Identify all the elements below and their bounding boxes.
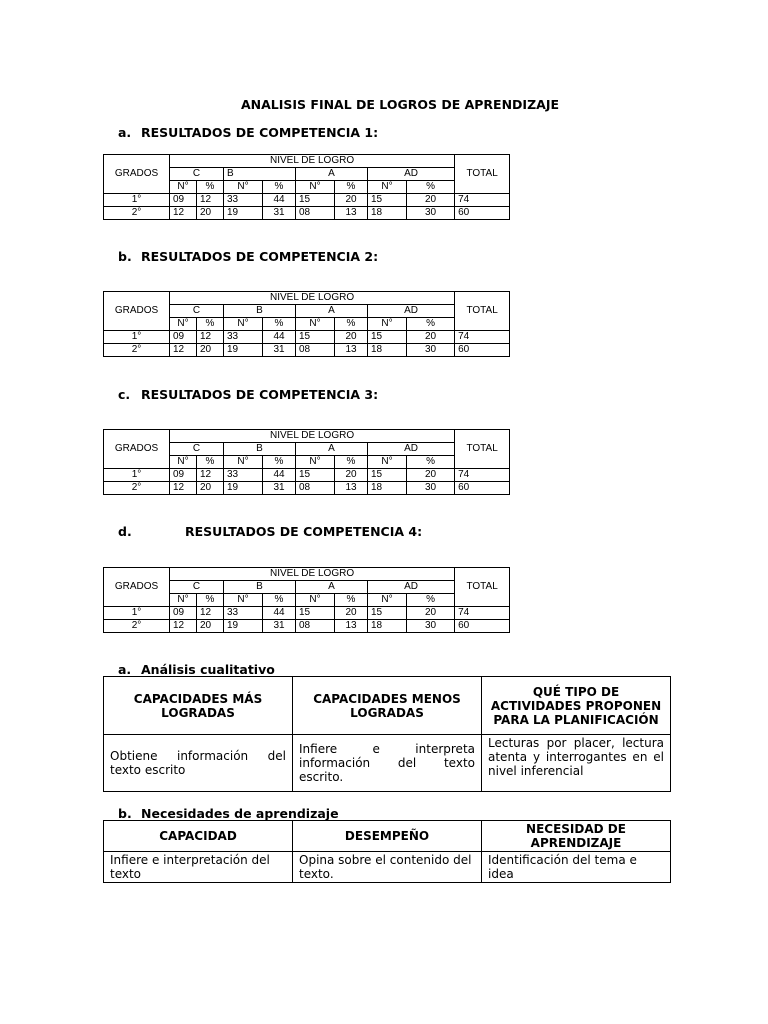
subheader: N°	[368, 456, 407, 469]
subheader: %	[335, 181, 368, 194]
subheader: %	[263, 456, 296, 469]
section-heading-3	[118, 387, 378, 402]
data-cell: 20	[335, 607, 368, 620]
data-cell: 08	[296, 620, 335, 633]
subheader: %	[197, 318, 224, 331]
section-title: Análisis cualitativo	[141, 662, 275, 677]
table-row	[104, 482, 510, 495]
subheader: N°	[224, 594, 263, 607]
data-cell: 30	[407, 620, 455, 633]
results-table-1	[103, 154, 510, 220]
total-header: TOTAL	[455, 292, 510, 331]
subheader: %	[263, 318, 296, 331]
total-cell: 74	[455, 469, 510, 482]
data-cell: 20	[335, 331, 368, 344]
body-cell: Infiere e interpretación del texto	[104, 852, 293, 883]
grade-cell: 1°	[104, 607, 170, 620]
grade-cell: 2°	[104, 344, 170, 357]
data-cell: 20	[407, 607, 455, 620]
data-cell: 15	[296, 194, 335, 207]
data-cell: 12	[170, 344, 197, 357]
data-cell: 30	[407, 344, 455, 357]
data-cell: 20	[407, 469, 455, 482]
section-letter: d.	[118, 524, 132, 539]
grados-header: GRADOS	[104, 568, 170, 607]
table-row	[104, 331, 510, 344]
data-cell: 19	[224, 482, 263, 495]
level-a: A	[296, 168, 368, 181]
grade-cell: 1°	[104, 469, 170, 482]
data-cell: 18	[368, 344, 407, 357]
table-row	[104, 620, 510, 633]
body-cell: Identificación del tema e idea	[482, 852, 671, 883]
section-title: RESULTADOS DE COMPETENCIA 2:	[141, 249, 379, 264]
data-cell: 08	[296, 207, 335, 220]
data-cell: 13	[335, 207, 368, 220]
nivel-header: NIVEL DE LOGRO	[170, 155, 455, 168]
subheader: %	[263, 181, 296, 194]
subheader: %	[407, 456, 455, 469]
subheader: N°	[296, 318, 335, 331]
level-b: B	[224, 581, 296, 594]
subheader: %	[197, 181, 224, 194]
subheader: %	[197, 594, 224, 607]
subheader: %	[407, 181, 455, 194]
data-cell: 20	[335, 469, 368, 482]
section-letter: c.	[118, 387, 131, 402]
data-cell: 13	[335, 620, 368, 633]
level-b: B	[224, 168, 296, 181]
data-cell: 13	[335, 482, 368, 495]
subheader: %	[335, 594, 368, 607]
table-row	[104, 194, 510, 207]
section-letter: a.	[118, 125, 132, 140]
data-cell: 12	[197, 331, 224, 344]
data-cell: 15	[296, 331, 335, 344]
subheader: N°	[224, 456, 263, 469]
data-cell: 20	[407, 331, 455, 344]
subheader: %	[407, 318, 455, 331]
total-header: TOTAL	[455, 568, 510, 607]
section-title: RESULTADOS DE COMPETENCIA 4:	[185, 524, 423, 539]
data-cell: 15	[296, 469, 335, 482]
data-cell: 18	[368, 482, 407, 495]
header-cell: CAPACIDAD	[104, 821, 293, 852]
data-cell: 20	[197, 344, 224, 357]
body-cell: Opina sobre el contenido del texto.	[293, 852, 482, 883]
data-cell: 09	[170, 469, 197, 482]
grade-cell: 1°	[104, 331, 170, 344]
grade-cell: 2°	[104, 620, 170, 633]
data-cell: 08	[296, 482, 335, 495]
level-ad: AD	[368, 305, 455, 318]
total-header: TOTAL	[455, 430, 510, 469]
level-a: A	[296, 305, 368, 318]
data-cell: 30	[407, 482, 455, 495]
data-cell: 18	[368, 207, 407, 220]
data-cell: 13	[335, 344, 368, 357]
data-cell: 19	[224, 207, 263, 220]
total-cell: 60	[455, 620, 510, 633]
subheader: N°	[224, 181, 263, 194]
table-row	[104, 607, 510, 620]
header-cell: NECESIDAD DE APRENDIZAJE	[482, 821, 671, 852]
grados-header: GRADOS	[104, 292, 170, 331]
data-cell: 44	[263, 194, 296, 207]
data-cell: 33	[224, 331, 263, 344]
subheader: N°	[368, 181, 407, 194]
data-cell: 12	[170, 482, 197, 495]
data-cell: 44	[263, 469, 296, 482]
subheader: %	[263, 594, 296, 607]
data-cell: 31	[263, 207, 296, 220]
subheader: N°	[170, 181, 197, 194]
subheader: N°	[170, 594, 197, 607]
results-table-2	[103, 291, 510, 357]
level-ad: AD	[368, 168, 455, 181]
data-cell: 19	[224, 620, 263, 633]
needs-table	[103, 820, 671, 883]
data-cell: 15	[368, 469, 407, 482]
header-cell: CAPACIDADES MÁS LOGRADAS	[104, 677, 293, 735]
page-title: ANALISIS FINAL DE LOGROS DE APRENDIZAJE	[240, 97, 560, 112]
header-cell: QUÉ TIPO DE ACTIVIDADES PROPONEN PARA LA PLANIFICACIÓN	[482, 677, 671, 735]
table-row	[104, 469, 510, 482]
data-cell: 08	[296, 344, 335, 357]
grade-cell: 2°	[104, 207, 170, 220]
table-row	[104, 207, 510, 220]
subheader: N°	[296, 594, 335, 607]
section-title: RESULTADOS DE COMPETENCIA 1:	[141, 125, 379, 140]
subheader: %	[335, 318, 368, 331]
data-cell: 12	[197, 194, 224, 207]
data-cell: 20	[197, 207, 224, 220]
body-cell: Obtiene información del texto escrito	[104, 735, 293, 792]
total-cell: 60	[455, 207, 510, 220]
data-cell: 15	[368, 194, 407, 207]
nivel-header: NIVEL DE LOGRO	[170, 430, 455, 443]
total-cell: 74	[455, 194, 510, 207]
subheader: N°	[224, 318, 263, 331]
data-cell: 15	[368, 331, 407, 344]
total-cell: 74	[455, 607, 510, 620]
data-cell: 18	[368, 620, 407, 633]
header-cell: CAPACIDADES MENOS LOGRADAS	[293, 677, 482, 735]
section-heading-1	[118, 125, 378, 140]
section-letter: b.	[118, 806, 132, 821]
data-cell: 09	[170, 331, 197, 344]
total-header: TOTAL	[455, 155, 510, 194]
qualitative-heading	[118, 662, 275, 677]
data-cell: 15	[368, 607, 407, 620]
data-cell: 33	[224, 607, 263, 620]
level-c: C	[170, 581, 224, 594]
subheader: N°	[368, 594, 407, 607]
data-cell: 31	[263, 344, 296, 357]
needs-heading	[118, 806, 339, 821]
nivel-header: NIVEL DE LOGRO	[170, 568, 455, 581]
total-cell: 74	[455, 331, 510, 344]
data-cell: 44	[263, 607, 296, 620]
data-cell: 44	[263, 331, 296, 344]
body-cell: Infiere e interpreta información del texto escrito.	[293, 735, 482, 792]
section-title: Necesidades de aprendizaje	[141, 806, 339, 821]
data-cell: 20	[407, 194, 455, 207]
results-table-4	[103, 567, 510, 633]
data-cell: 09	[170, 194, 197, 207]
data-cell: 09	[170, 607, 197, 620]
subheader: %	[197, 456, 224, 469]
level-ad: AD	[368, 443, 455, 456]
level-a: A	[296, 443, 368, 456]
data-cell: 12	[170, 620, 197, 633]
subheader: %	[335, 456, 368, 469]
section-title: RESULTADOS DE COMPETENCIA 3:	[141, 387, 379, 402]
data-cell: 33	[224, 194, 263, 207]
level-c: C	[170, 443, 224, 456]
level-a: A	[296, 581, 368, 594]
level-c: C	[170, 168, 224, 181]
section-letter: b.	[118, 249, 132, 264]
data-cell: 12	[197, 607, 224, 620]
table-row	[104, 852, 671, 883]
data-cell: 12	[197, 469, 224, 482]
grados-header: GRADOS	[104, 155, 170, 194]
grados-header: GRADOS	[104, 430, 170, 469]
total-cell: 60	[455, 344, 510, 357]
subheader: N°	[296, 181, 335, 194]
data-cell: 19	[224, 344, 263, 357]
total-cell: 60	[455, 482, 510, 495]
results-table-3	[103, 429, 510, 495]
level-b: B	[224, 305, 296, 318]
data-cell: 12	[170, 207, 197, 220]
section-letter: a.	[118, 662, 132, 677]
grade-cell: 1°	[104, 194, 170, 207]
data-cell: 20	[335, 194, 368, 207]
section-heading-2	[118, 249, 378, 264]
subheader: N°	[170, 318, 197, 331]
data-cell: 30	[407, 207, 455, 220]
subheader: N°	[368, 318, 407, 331]
qualitative-table	[103, 676, 671, 792]
subheader: N°	[170, 456, 197, 469]
data-cell: 31	[263, 620, 296, 633]
data-cell: 31	[263, 482, 296, 495]
level-b: B	[224, 443, 296, 456]
level-ad: AD	[368, 581, 455, 594]
data-cell: 20	[197, 620, 224, 633]
table-row	[104, 735, 671, 792]
data-cell: 33	[224, 469, 263, 482]
table-row	[104, 344, 510, 357]
nivel-header: NIVEL DE LOGRO	[170, 292, 455, 305]
data-cell: 20	[197, 482, 224, 495]
data-cell: 15	[296, 607, 335, 620]
header-cell: DESEMPEÑO	[293, 821, 482, 852]
section-heading-4	[118, 524, 422, 539]
subheader: %	[407, 594, 455, 607]
grade-cell: 2°	[104, 482, 170, 495]
subheader: N°	[296, 456, 335, 469]
level-c: C	[170, 305, 224, 318]
body-cell: Lecturas por placer, lectura atenta y interrogantes en el nivel inferencial	[482, 735, 671, 792]
